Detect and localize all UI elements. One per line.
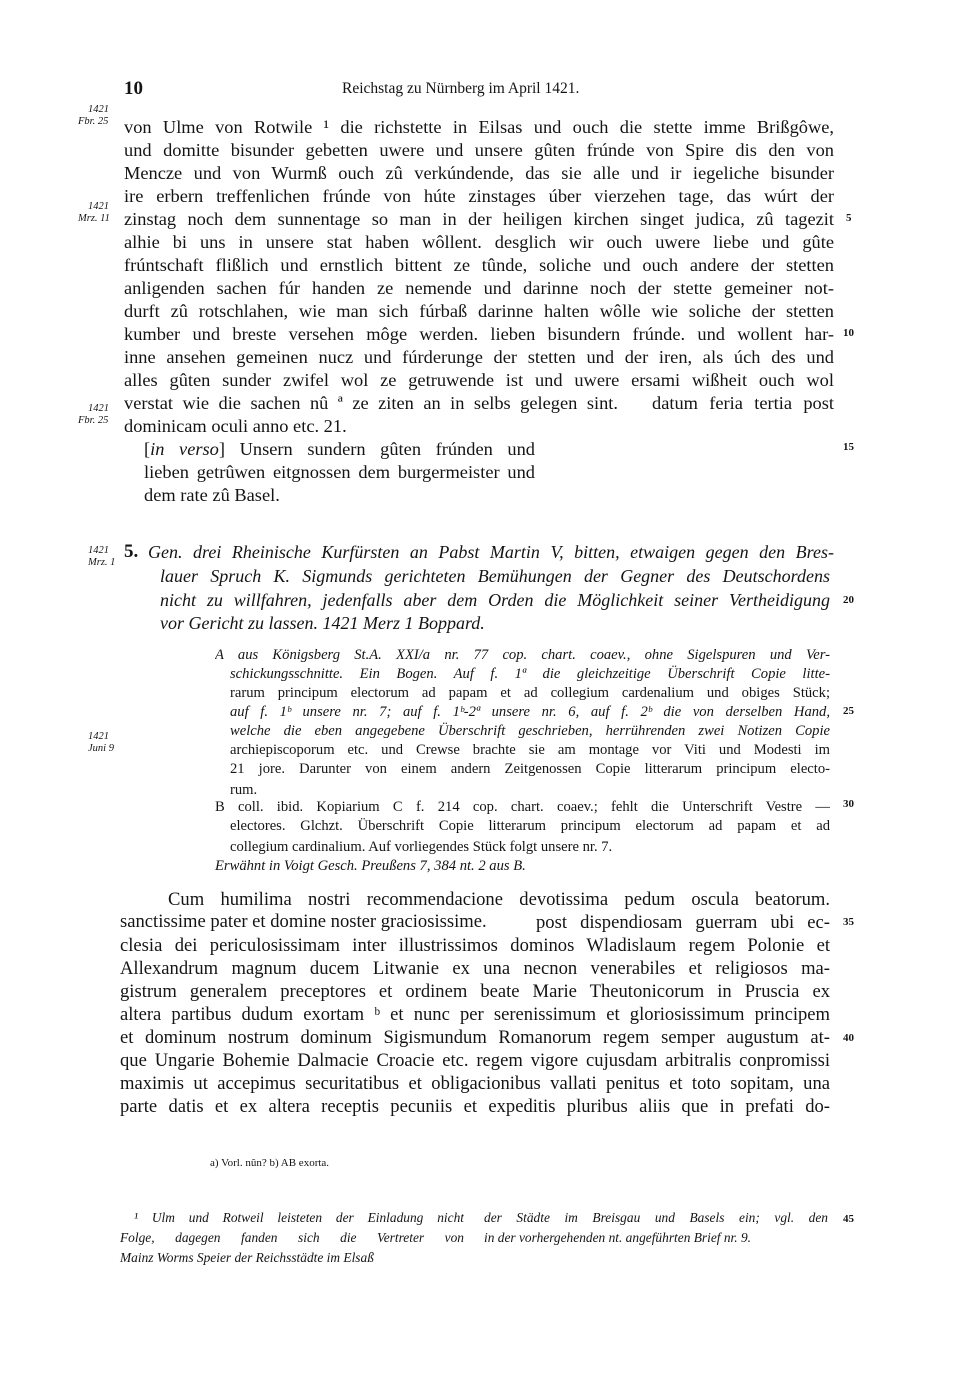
margin-date-2 [78,201,110,225]
margin-date-year: 1421 [88,201,109,212]
variant-notes: a) Vorl. nûn? b) AB exorta. [210,1157,330,1169]
source-line: schickungsschnitte. Ein Bogen. Auf f. 1ª die gleichzeitige Überschrift Copie litte- [230,666,830,682]
text-line: alhie bi uns in unsere stat haben wôllent. desglich wir ouch uwere liebe und gûte [124,232,834,252]
line-number: 20 [843,594,854,606]
line-number: 35 [843,916,854,928]
text-line: durft zû rotschlahen, wie man sich fúrbaß darinne halten wôlle wie soliche der stetten [124,301,834,321]
line-number: 15 [843,441,854,453]
margin-date-day: Juni 9 [88,743,114,754]
footnote-line: Folge, dagegen fanden sich die Vertreter von [120,1230,464,1245]
source-line: 21 jore. Darunter von einem andern Zeitgenossen Copie litterarum principum electo- [230,761,830,777]
text-line: verstat wie die sachen nû ª ze ziten an in selbs gelegen sint. [124,393,618,413]
latin-line: sanctissime pater et domine noster graciosissime. [120,911,487,932]
running-title: Reichstag zu Nürnberg im April 1421. [342,80,580,97]
source-line: rum. [230,782,258,798]
source-line: B coll. ibid. Kopiarium C f. 214 cop. chart. coaev.; fehlt die Unterschrift Vestre — [215,799,830,815]
source-line: collegium cardinalium. Auf vorliegendes Stück folgt unsere nr. 7. [230,839,613,855]
line-number: 10 [843,327,854,339]
margin-date-3 [78,403,109,427]
document-number: 5. [124,541,139,562]
latin-line: altera partibus dudum exortam ᵇ et nunc per serenissimum et gloriosissimum principem [120,1004,830,1025]
text-line: kumber und breste versehen môge werden. lieben bisundern frúnde. und wollent har- [124,324,834,344]
margin-date-year: 1421 [88,545,109,556]
address-line: lieben getrûwen eitgnossen dem burgermeister und [144,462,535,482]
address-line: dem rate zû Basel. [144,485,280,505]
text-line: zinstag noch dem sunnentage so man in der heiligen kirchen singet judica, zû tagezit [124,209,834,229]
latin-line: Cum humilima nostri recommendacione devotissima pedum oscula beatorum. [168,889,830,910]
address-tag: in verso [150,439,219,459]
source-line: archiepiscoporum etc. und Crewse brachte sie am montage vor Viti und Modesti im [230,742,830,758]
margin-date-day: Mrz. 11 [78,213,110,224]
text-line: alles gûten sunder zwifel wol ze getruwende ist und uwere ersami wißheit ouch wol [124,370,834,390]
latin-line: gistrum generalem preceptores et ordinem beate Marie Theutonicorum in Pruscia ex [120,981,830,1002]
source-line: rarum principum electorum ad papam et ad collegium cardenalium und obiges Stück; [230,685,830,701]
footnote-line: ¹ Ulm und Rotweil leisteten der Einladung nicht [134,1210,464,1225]
latin-line: Allexandrum magnum ducem Litwanie ex una necnon venerabiles et religiosos ma- [120,958,830,979]
source-line: Erwähnt in Voigt Gesch. Preußens 7, 384 nt. 2 aus B. [215,858,526,874]
text-line: und domitte bisunder gebetten uwere und unsere gûten frúnde von Spire dis den von [124,140,834,160]
margin-date-day: Fbr. 25 [78,116,109,127]
address-bracket-open: [ [144,439,151,459]
margin-date-year: 1421 [88,731,109,742]
margin-date-day: Mrz. 1 [88,557,116,568]
line-number: 25 [843,705,854,717]
text-line: anligenden sachen fúr handen ze nemende und darinne noch der stette gemeiner not- [124,278,834,298]
footnote-line: Mainz Worms Speier der Reichsstädte im Elsaß [120,1250,374,1265]
page-number: 10 [124,78,143,99]
title-line: nicht zu willfahren, jedenfalls aber dem Orden die Möglichkeit seiner Vertheidigung [160,590,830,610]
margin-date-day: Fbr. 25 [78,415,109,426]
title-line: vor Gericht zu lassen. 1421 Merz 1 Boppard. [160,613,485,633]
footnote-line: in der vorhergehenden nt. angeführten Brief nr. 9. [484,1230,752,1245]
text-line: dominicam oculi anno etc. 21. [124,416,347,436]
line-number: 5 [846,212,852,224]
margin-date-4 [88,545,115,569]
margin-date-5 [88,731,114,755]
title-line: Gen. drei Rheinische Kurfürsten an Pabst Martin V, bitten, etwaigen gegen den Bres- [148,542,834,562]
title-line: lauer Spruch K. Sigmunds gerichteten Bemühungen der Gegner des Deutschordens [160,566,830,586]
latin-line: que Ungarie Bohemie Dalmacie Croacie etc. regem vigore cujusdam arbitralis conpromissi [120,1050,830,1071]
text-line: inne ansehen gemeinen nucz und fúrderunge der stetten und der iren, als úch des und [124,347,834,367]
text-line: von Ulme von Rotwile ¹ die richstette in Eilsas und ouch die stette imme Brißgôwe, [124,117,834,137]
latin-line: et dominum nostrum dominum Sigismundum Romanorum regem semper augustum at- [120,1027,830,1048]
text-line: Mencze und von Wurmß ouch zû verkúndende, das sie alle und ir iegeliche bisunder [124,163,834,183]
source-line: A aus Königsberg St.A. XXI/a nr. 77 cop. chart. coaev., ohne Sigelspuren und Ver- [215,647,830,663]
source-line: welche die eben angegebene Überschrift geschrieben, herrührenden zwei Notizen Copie [230,723,830,739]
latin-line: maximis ut accepimus securitatibus et obligacionibus vallati penitus et toto sopitam, una [120,1073,830,1094]
address-text: Unsern sundern gûten frúnden und [239,439,535,459]
source-line: electores. Glchzt. Überschrift Copie litterarum principum electorum ad papam et ad [230,818,830,834]
margin-date-year: 1421 [88,104,109,115]
address-line [144,438,535,460]
line-number: 40 [843,1032,854,1044]
line-number: 45 [843,1213,854,1225]
address-bracket-close: ] [218,439,225,459]
text-line: ire erbern treffenlichen frúnde von húte zinstages úber vierzehen tage, das wúrt der [124,186,834,206]
margin-date-1 [78,104,109,128]
text-line: datum feria tertia post [652,393,834,413]
latin-line: clesia dei periculosissimam inter illustrissimos dominos Wladislaum regem Polonie et [120,935,830,956]
line-number: 30 [843,798,854,810]
footnote-line: der Städte im Breisgau und Basels ein; vgl. den [484,1210,828,1225]
latin-line: parte datis et ex altera receptis pecuniis et expeditis pluribus aliis que in prefati do- [120,1096,830,1117]
latin-line: post dispendiosam guerram ubi ec- [536,912,830,933]
text-line: frúntschaft flißlich und ernstlich bittent ze tûnde, soliche und ouch andere der stetten [124,255,834,275]
source-line: auf f. 1ᵇ unsere nr. 7; auf f. 1ᵇ-2ª unsere nr. 6, auf f. 2ᵇ die von derselben Hand, [230,704,830,720]
margin-date-year: 1421 [88,403,109,414]
